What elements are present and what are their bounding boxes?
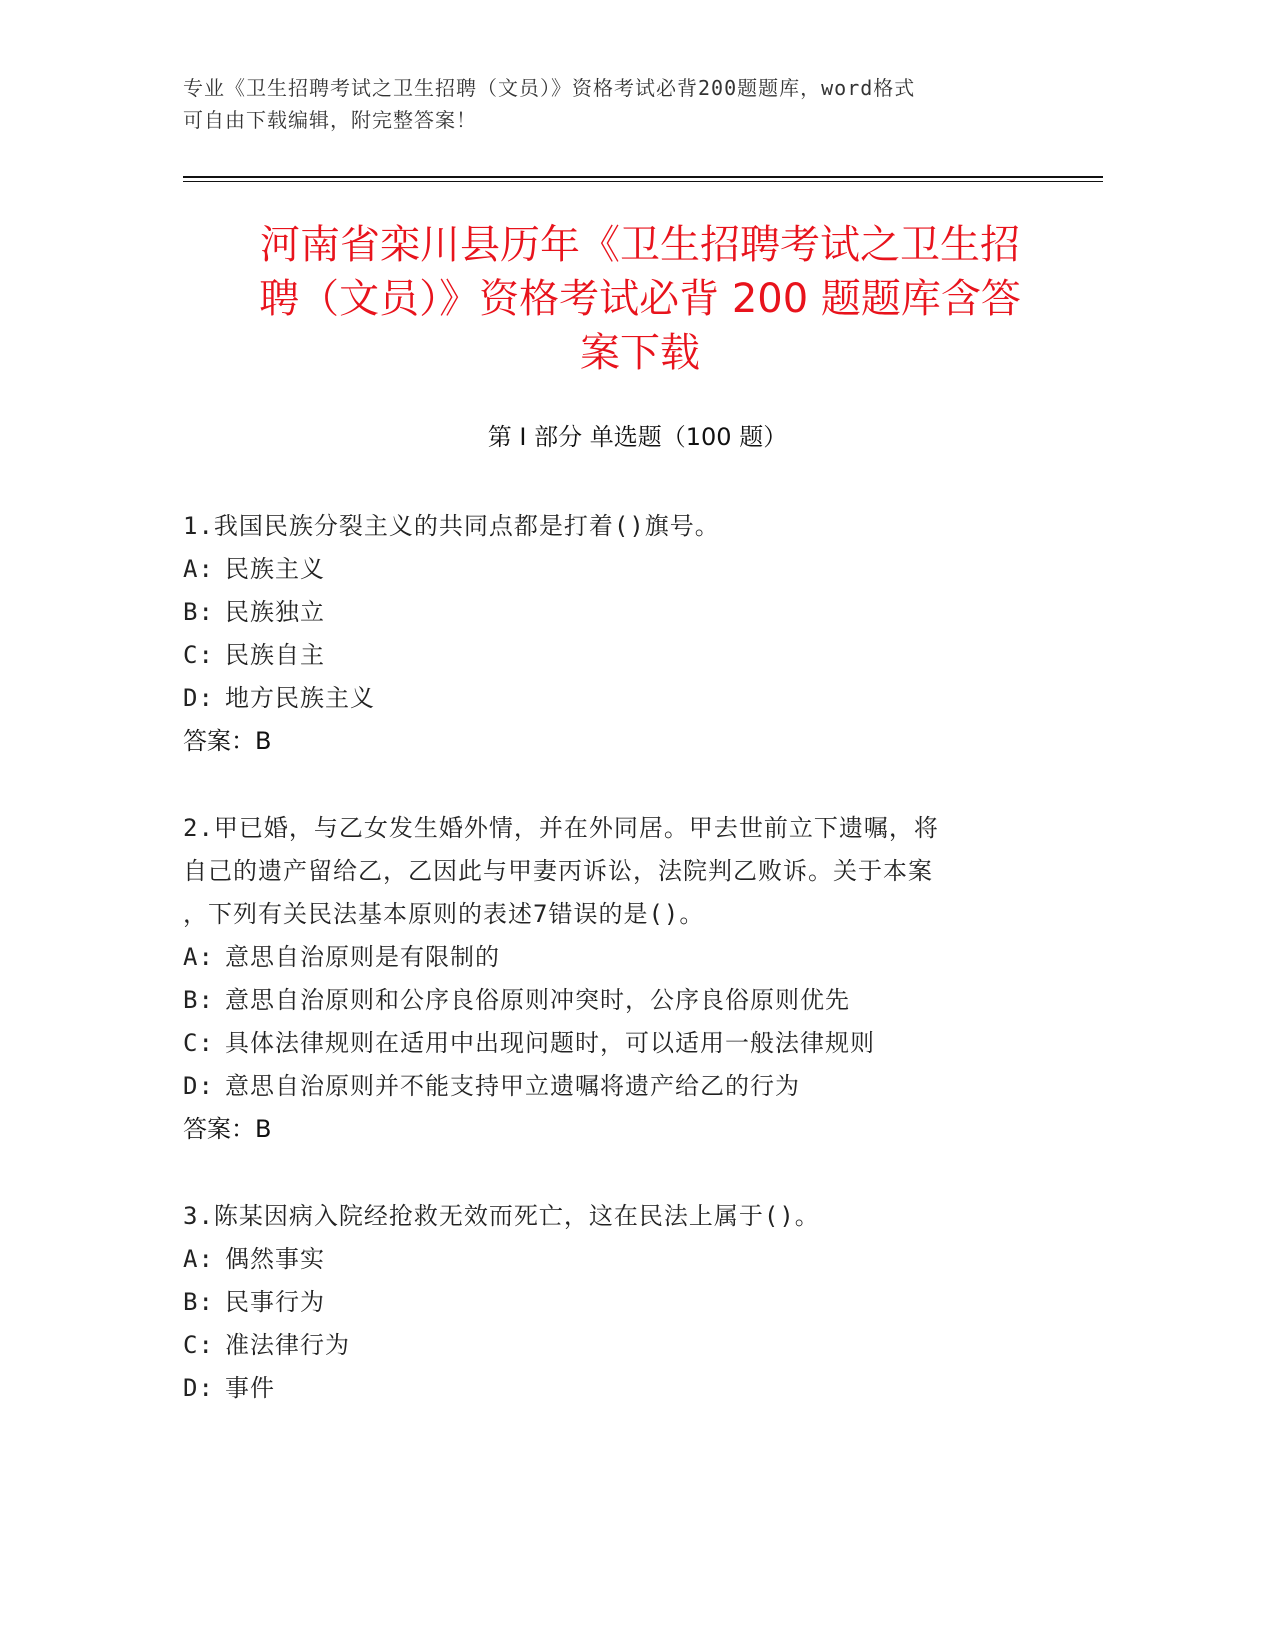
option-key: D: [183,1072,214,1100]
option-key: C: [183,641,214,669]
option-key: B: [183,598,214,626]
option-key: B: [183,986,214,1014]
question-stem: 自己的遗产留给乙，乙因此与甲妻丙诉讼，法院判乙败诉。关于本案 [183,857,933,885]
question-2 [183,807,1083,1151]
answer-line: 答案：B [183,1115,272,1143]
option-d [183,1065,1083,1108]
option-key: A: [183,943,214,971]
document-title-line-2: 聘（文员）》资格考试必背 200 题题库含答 [259,276,1021,322]
option-text: 民事行为 [225,1288,325,1316]
question-stem: ，下列有关民法基本原则的表述7错误的是()。 [183,900,705,928]
section-heading: 第 I 部分 单选题（100 题） [487,423,788,451]
option-text: 地方民族主义 [225,684,375,712]
option-text: 意思自治原则和公序良俗原则冲突时，公序良俗原则优先 [225,986,850,1014]
option-text: 准法律行为 [225,1331,350,1359]
option-text: 事件 [225,1374,275,1402]
option-key: C: [183,1331,214,1359]
answer-line: 答案：B [183,727,272,755]
header-note-line-2: 可自由下载编辑，附完整答案！ [183,108,477,132]
option-a [183,1238,1083,1281]
option-text: 偶然事实 [225,1245,325,1273]
option-b [183,979,1083,1022]
option-key: D: [183,1374,214,1402]
option-text: 民族自主 [225,641,325,669]
option-key: A: [183,555,214,583]
header-divider-thin [183,181,1103,182]
option-text: 意思自治原则是有限制的 [225,943,500,971]
option-b [183,1281,1083,1324]
question-3 [183,1195,1083,1410]
option-c [183,634,1083,677]
option-key: C: [183,1029,214,1057]
document-title-line-3: 案下载 [580,330,700,376]
document-title-line-1: 河南省栾川县历年《卫生招聘考试之卫生招 [260,222,1020,268]
option-text: 民族主义 [225,555,325,583]
option-b [183,591,1083,634]
question-1 [183,505,1083,763]
document-title [170,218,1110,380]
header-note [183,72,1063,136]
option-key: A: [183,1245,214,1273]
option-d [183,677,1083,720]
option-key: B: [183,1288,214,1316]
option-c [183,1022,1083,1065]
option-d [183,1367,1083,1410]
header-note-line-1: 专业《卫生招聘考试之卫生招聘（文员）》资格考试必背200题题库，word格式 [183,76,916,100]
header-divider-thick [183,176,1103,178]
option-a [183,548,1083,591]
question-stem: 2.甲已婚，与乙女发生婚外情，并在外同居。甲去世前立下遗嘱，将 [183,814,939,842]
question-stem: 3.陈某因病入院经抢救无效而死亡，这在民法上属于()。 [183,1202,820,1230]
option-key: D: [183,684,214,712]
option-text: 民族独立 [225,598,325,626]
option-text: 具体法律规则在适用中出现问题时，可以适用一般法律规则 [225,1029,875,1057]
option-text: 意思自治原则并不能支持甲立遗嘱将遗产给乙的行为 [225,1072,800,1100]
question-list [183,505,1083,1454]
option-c [183,1324,1083,1367]
option-a [183,936,1083,979]
question-stem: 1.我国民族分裂主义的共同点都是打着()旗号。 [183,512,720,540]
